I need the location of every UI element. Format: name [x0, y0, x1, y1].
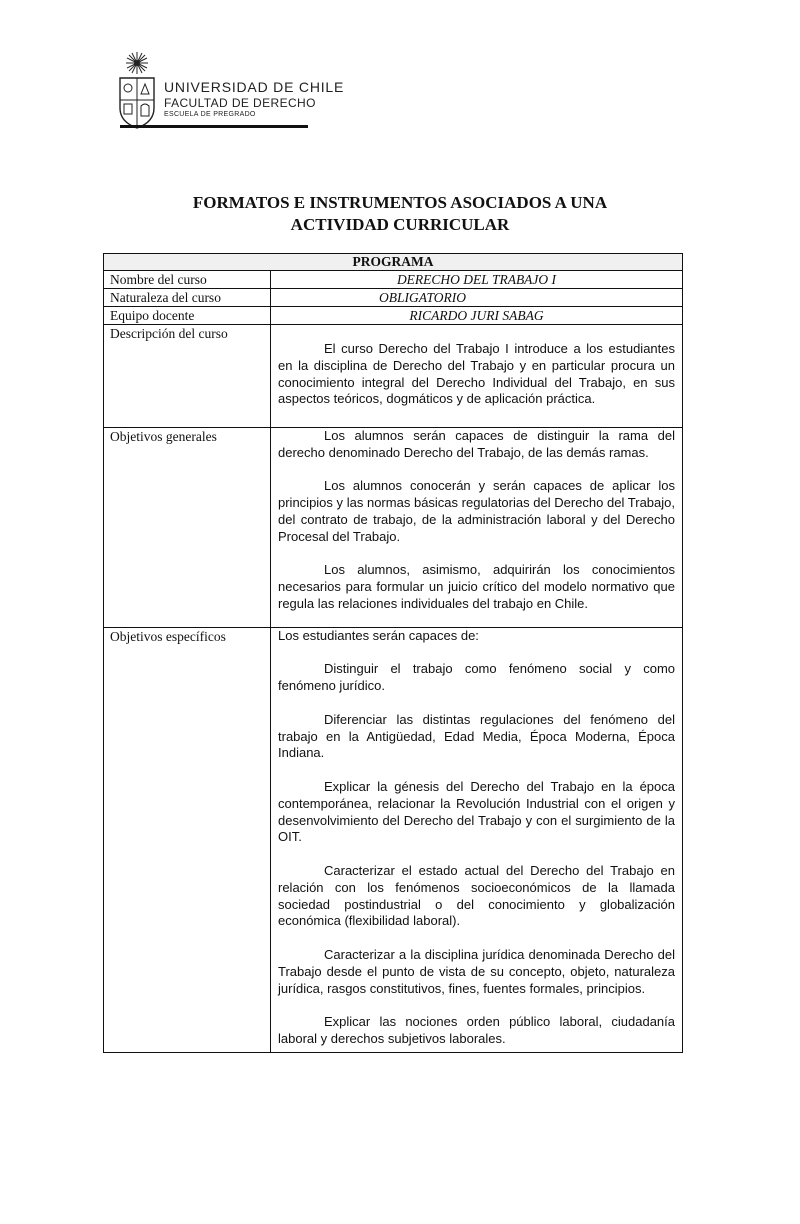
general-objective-2: Los alumnos conocerán y serán capaces de aplicar los principios y las normas básicas regulatorias del Derecho del Trabajo, del contrato de trabajo, de la administración laboral y del Derecho Procesal del Trabajo. [278, 478, 675, 544]
teaching-team-label: Equipo docente [104, 307, 271, 325]
faculty-name: FACULTAD DE DERECHO [164, 96, 316, 110]
logo-divider [120, 125, 308, 128]
description-text: El curso Derecho del Trabajo I introduce a los estudiantes en la disciplina de Derecho del Trabajo y en particular procura un conocimiento integral del Derecho Individual del Trabajo, en sus aspectos teóricos, dogmáticos y de aplicación práctica. [278, 341, 675, 407]
general-objective-3: Los alumnos, asimismo, adquirirán los conocimientos necesarios para formular un juicio crítico del modelo normativo que regula las relaciones individuales del trabajo en Chile. [278, 562, 675, 611]
title-line-1: FORMATOS E INSTRUMENTOS ASOCIADOS A UNA [192, 193, 608, 212]
general-objectives-label: Objetivos generales [104, 428, 271, 628]
description-row [104, 325, 683, 428]
course-nature-label: Naturaleza del curso [104, 289, 271, 307]
teaching-team-value: RICARDO JURI SABAG [271, 307, 683, 325]
course-nature-value: OBLIGATORIO [271, 289, 683, 307]
table-header: PROGRAMA [104, 254, 683, 271]
program-table [103, 253, 683, 1053]
general-objectives-row [104, 428, 683, 628]
specific-objective-1: Distinguir el trabajo como fenómeno social y como fenómeno jurídico. [278, 661, 675, 694]
course-name-value: DERECHO DEL TRABAJO I [271, 271, 683, 289]
specific-objective-6: Explicar las nociones orden público laboral, ciudadanía laboral y derechos subjetivos laborales. [278, 1014, 675, 1046]
specific-objectives-label: Objetivos específicos [104, 627, 271, 1052]
specific-objectives-row [104, 627, 683, 1052]
specific-objective-5: Caracterizar a la disciplina jurídica denominada Derecho del Trabajo desde el punto de vista de su concepto, objeto, naturaleza jurídica, rasgos constitutivos, fines, fuentes formales, principios. [278, 946, 675, 996]
university-logo [108, 50, 345, 132]
specific-objective-3: Explicar la génesis del Derecho del Trabajo en la época contemporánea, relacionar la Revolución Industrial con el origen y desenvolvimiento del Derecho del Trabajo y con el surgimiento de la OIT. [278, 778, 675, 845]
title-line-2: ACTIVIDAD CURRICULAR [290, 215, 510, 234]
description-label: Descripción del curso [104, 325, 271, 428]
general-objectives-cell [271, 428, 683, 628]
course-name-label: Nombre del curso [104, 271, 271, 289]
specific-objective-4: Caracterizar el estado actual del Derecho del Trabajo en relación con los fenómenos socioeconómicos de la llamada sociedad postindustrial o del conocimiento y globalización económica (flexibilidad laboral). [278, 862, 675, 929]
university-name: UNIVERSIDAD DE CHILE [164, 79, 345, 95]
specific-objectives-cell [271, 627, 683, 1052]
general-objective-1: Los alumnos serán capaces de distinguir la rama del derecho denominado Derecho del Trabajo, de las demás ramas. [278, 428, 675, 460]
school-name: ESCUELA DE PREGRADO [164, 111, 256, 118]
description-cell [271, 325, 683, 428]
specific-objective-2: Diferenciar las distintas regulaciones del fenómeno del trabajo en la Antigüedad, Edad Media, Época Moderna, Época Indiana. [278, 711, 675, 761]
course-nature-row [104, 289, 683, 307]
specific-objectives-intro: Los estudiantes serán capaces de: [278, 627, 479, 643]
document-title [100, 192, 700, 236]
course-name-row [104, 271, 683, 289]
teaching-team-row [104, 307, 683, 325]
university-seal-icon [114, 50, 160, 130]
table-header-row [104, 254, 683, 271]
